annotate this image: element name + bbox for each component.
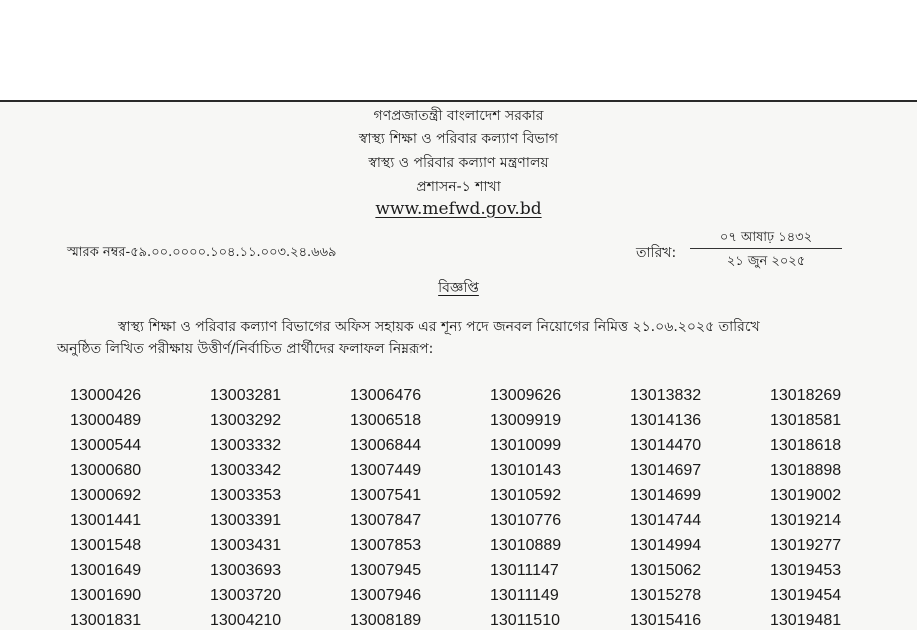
header-government: গণপ্রজাতন্ত্রী বাংলাদেশ সরকার [373, 108, 544, 124]
roll-number: 13001690 [70, 587, 142, 604]
roll-number: 13011147 [490, 562, 559, 579]
roll-number: 13000692 [70, 487, 142, 504]
header-branch: প্রশাসন-১ শাখা [416, 179, 501, 195]
roll-number: 13003332 [210, 437, 282, 454]
roll-number: 13000426 [70, 387, 142, 404]
date-bangla: ০৭ আষাঢ় ১৪৩২ [690, 228, 842, 249]
body-paragraph-line1: স্বাস্থ্য শিক্ষা ও পরিবার কল্যাণ বিভাগের অফিস সহায়ক এর শূন্য পদে জনবল নিয়োগের নিমিত্ত ২১.০৬.২০২৫ তারিখে [118, 319, 760, 335]
roll-number: 13003431 [210, 537, 282, 554]
roll-number: 13018581 [770, 412, 842, 429]
notice-title [0, 276, 917, 300]
roll-number: 13007847 [350, 512, 422, 529]
roll-number: 13007449 [350, 462, 422, 479]
roll-number: 13008189 [350, 612, 422, 629]
roll-number: 13010776 [490, 512, 562, 529]
roll-number: 13014994 [630, 537, 702, 554]
roll-number: 13019277 [770, 537, 842, 554]
roll-number: 13003693 [210, 562, 282, 579]
roll-number: 13010592 [490, 487, 562, 504]
roll-number: 13003292 [210, 412, 282, 429]
roll-number: 13009919 [490, 412, 562, 429]
roll-number: 13015416 [630, 612, 702, 629]
roll-number: 13006476 [350, 387, 422, 404]
roll-number: 13001548 [70, 537, 142, 554]
roll-number: 13015278 [630, 587, 702, 604]
roll-number: 13014744 [630, 512, 702, 529]
roll-number: 13003342 [210, 462, 282, 479]
roll-number: 13019454 [770, 587, 842, 604]
roll-number: 13013832 [630, 387, 702, 404]
header-division: স্বাস্থ্য শিক্ষা ও পরিবার কল্যাণ বিভাগ [358, 131, 559, 147]
roll-number: 13010889 [490, 537, 562, 554]
roll-number: 13000489 [70, 412, 142, 429]
roll-number: 13014699 [630, 487, 702, 504]
date-block [690, 228, 842, 271]
roll-number: 13001441 [70, 512, 142, 529]
roll-number: 13007946 [350, 587, 422, 604]
roll-number: 13011149 [490, 587, 559, 604]
roll-number: 13007853 [350, 537, 422, 554]
roll-number: 13003353 [210, 487, 282, 504]
roll-number: 13018269 [770, 387, 842, 404]
roll-number: 13006518 [350, 412, 422, 429]
roll-number: 13007945 [350, 562, 422, 579]
blank-top-area [0, 0, 917, 100]
roll-number-table [70, 383, 870, 630]
roll-number: 13000680 [70, 462, 142, 479]
roll-number: 13000544 [70, 437, 142, 454]
roll-number: 13001649 [70, 562, 142, 579]
roll-number: 13019453 [770, 562, 842, 579]
roll-number: 13001831 [70, 612, 142, 629]
roll-number: 13004210 [210, 612, 282, 629]
header-ministry: স্বাস্থ্য ও পরিবার কল্যাণ মন্ত্রণালয় [368, 155, 549, 171]
roll-number: 13006844 [350, 437, 422, 454]
roll-number: 13010099 [490, 437, 562, 454]
body-paragraph-line2: অনুষ্ঠিত লিখিত পরীক্ষায় উত্তীর্ণ/নির্বাচিত প্রার্থীদের ফলাফল নিম্নরূপ: [57, 341, 434, 357]
roll-number: 13010143 [490, 462, 562, 479]
roll-number: 13003720 [210, 587, 282, 604]
roll-number: 13003391 [210, 512, 282, 529]
roll-number: 13014697 [630, 462, 702, 479]
date-label: তারিখ: [636, 245, 677, 261]
memo-number: স্মারক নম্বর-৫৯.০০.০০০০.১০৪.১১.০০৩.২৪.৬৬৯ [67, 245, 337, 260]
header-website-link[interactable]: www.mefwd.gov.bd [375, 199, 542, 219]
roll-number: 13014470 [630, 437, 702, 454]
roll-number: 13019002 [770, 487, 842, 504]
date-english: ২১ জুন ২০২৫ [726, 254, 806, 269]
roll-number: 13015062 [630, 562, 702, 579]
notice-title-text: বিজ্ঞপ্তি [438, 280, 479, 296]
roll-number: 13019481 [770, 612, 842, 629]
roll-number: 13014136 [630, 412, 702, 429]
roll-number: 13007541 [350, 487, 422, 504]
roll-number: 13009626 [490, 387, 562, 404]
roll-number: 13003281 [210, 387, 282, 404]
roll-number: 13018618 [770, 437, 842, 454]
roll-number: 13019214 [770, 512, 842, 529]
roll-number: 13011510 [490, 612, 560, 629]
roll-number: 13018898 [770, 462, 842, 479]
